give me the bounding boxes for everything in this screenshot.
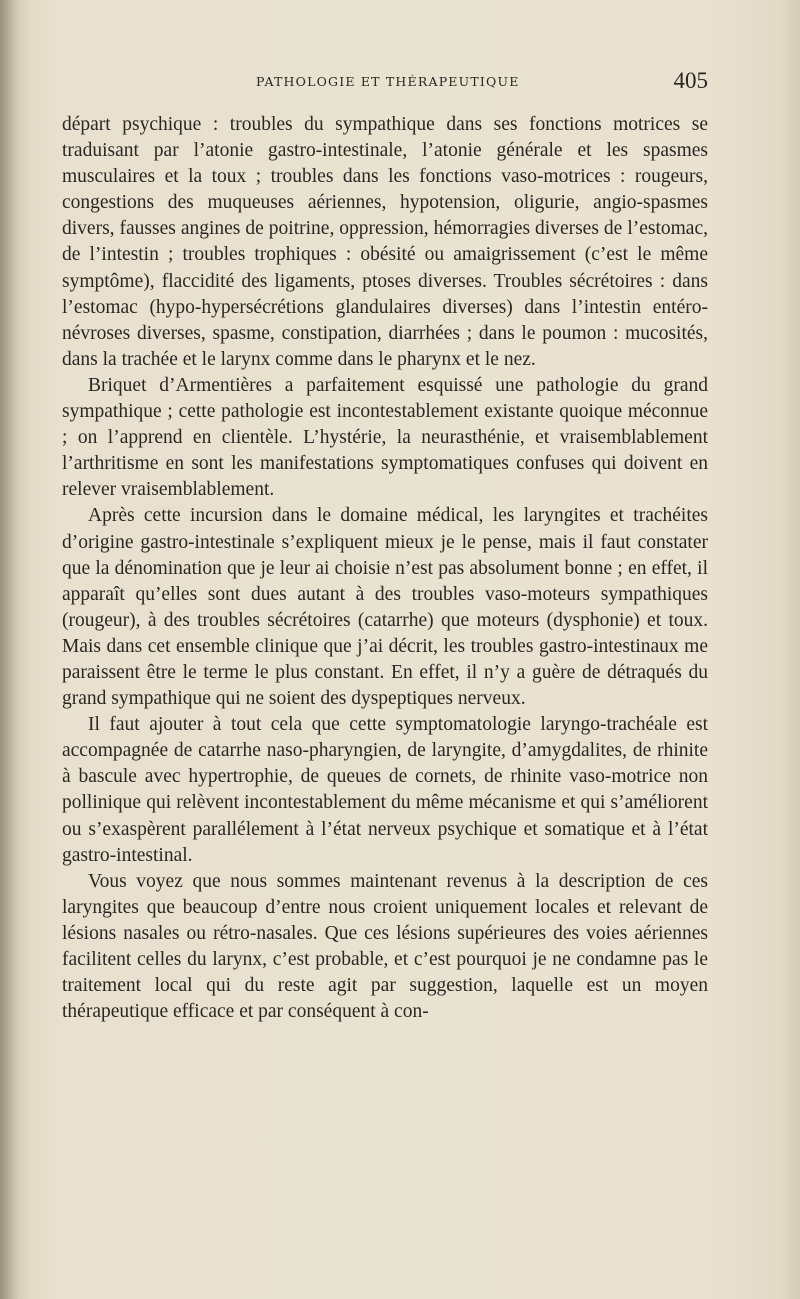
- paragraph-3: Après cette incursion dans le domaine médical, les laryngites et trachéites d’origine gastro-intestinale s’expliquent mieux je le pense, mais il faut constater que la dénomination que je leur ai choisie n’est pas absolument bonne ; en effet, il apparaît qu’elles sont dues autant à des troubles vaso-moteurs sympathiques (rougeur), à des troubles sécrétoires (catarrhe) que moteurs (dysphonie) et toux. Mais dans cet ensemble clinique que j’ai décrit, les troubles gastro-intestinaux me paraissent être le terme le plus constant. En effet, il n’y a guère de détraqués du grand sympathique qui ne soient des dyspeptiques nerveux.: [62, 505, 708, 710]
- running-title: PATHOLOGIE ET THÉRAPEUTIQUE: [256, 74, 520, 89]
- paragraph-4: Il faut ajouter à tout cela que cette symptomatologie laryngo-trachéale est accompagnée de catarrhe naso-pharyngien, de laryngite, d’amygdalites, de rhinite à bascule avec hypertrophie, de queues de cornets, de rhinite vaso-motrice non pollinique qui relèvent incontestablement du même mécanisme et qui s’améliorent ou s’exaspèrent parallélement à l’état nerveux psychique et somatique et à l’état gastro-intestinal.: [62, 714, 708, 866]
- page-header: [62, 68, 708, 98]
- page-gutter-shadow: [0, 0, 18, 1299]
- paragraph-5: Vous voyez que nous sommes maintenant revenus à la description de ces laryngites que beaucoup d’entre nous croient uniquement locales et relevant de lésions nasales ou rétro-nasales. Que ces lésions supérieures des voies aériennes facilitent celles du larynx, c’est probable, et c’est pourquoi je ne condamne pas le traitement local qui du reste agit par suggestion, laquelle est un moyen thérapeutique efficace et par conséquent à con-: [62, 870, 708, 1023]
- page-body: [62, 112, 708, 1025]
- paragraph-2: Briquet d’Armentières a parfaitement esquissé une pathologie du grand sympathique ; cette pathologie est incontestablement existante quoique méconnue ; on l’apprend en clientèle. L’hystérie, la neurasthénie, et vraisemblablement l’arthritisme en sont les manifestations symptomatiques confuses qui doivent en relever vraisemblablement.: [62, 374, 708, 501]
- page-number: 405: [673, 68, 708, 93]
- paragraph-1: départ psychique : troubles du sympathique dans ses fonctions motrices se traduisant par l’atonie gastro-intestinale, l’atonie générale et les spasmes musculaires et la toux ; troubles dans les fonctions vaso-motrices : rougeurs, congestions des muqueuses aériennes, hypotension, oligurie, angio-spasmes divers, fausses angines de poitrine, oppression, hémorragies diverses de l’estomac, de l’intestin ; troubles trophiques : obésité ou amaigrissement (c’est le même symptôme), flaccidité des ligaments, ptoses diverses. Troubles sécrétoires : dans l’estomac (hypo-hypersécrétions glandulaires diverses) dans l’intestin entéro-névroses diverses, spasme, constipation, diarrhées ; dans le poumon : mucosités, dans la trachée et le larynx comme dans le pharynx et le nez.: [62, 114, 708, 370]
